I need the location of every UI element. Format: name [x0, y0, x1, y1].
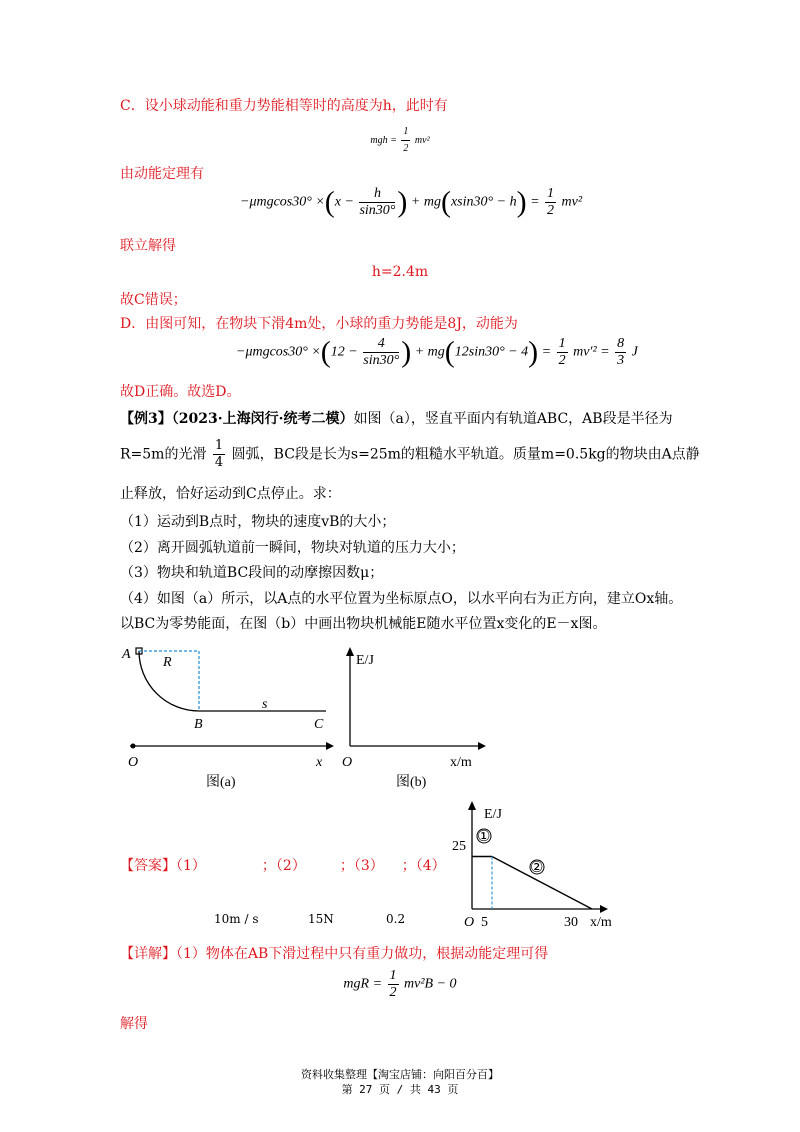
answer-graph: [446, 796, 636, 932]
answer-x-tick-30: 30: [564, 915, 578, 930]
answer-part4: ；（4）: [401, 858, 446, 874]
figure-b: [338, 642, 498, 792]
segment-2-label: ②: [530, 860, 544, 876]
xlabel-b: x/m: [450, 755, 472, 770]
caption-b: 图(b): [396, 775, 427, 790]
d-statement: D．由图可知，在物块下滑4m处，小球的重力势能是8J，动能为: [120, 316, 518, 332]
answer-tag: 【答案】: [120, 858, 176, 874]
answer-part2: ；（2）: [261, 858, 306, 874]
answer-x-tick-5: 5: [481, 915, 488, 930]
answer-ylabel: E/J: [484, 807, 502, 822]
example-3-line1: [120, 409, 673, 429]
equation-mgR: mgR = $\frac{1}{2}$ mv²B − 0: [343, 968, 457, 1000]
answer-y-arrow: [468, 801, 476, 810]
detail-tag: 【详解】: [120, 946, 176, 962]
question-3: （3）物块和轨道BC段间的动摩擦因数μ；: [120, 565, 384, 581]
origin-dot: [131, 744, 136, 749]
y-arrow-b: [346, 647, 354, 656]
detail-text: （1）物体在AB下滑过程中只有重力做功，根据动能定理可得: [176, 946, 549, 962]
example-3-line2: R=5m的光滑 $\frac{1}{4}$ 圆弧，BC段是长为s=25m的粗糙水平轨道。质量m=0.5kg的物块由A点静: [120, 438, 700, 470]
detail-line: [120, 944, 548, 964]
label-B: B: [194, 717, 203, 732]
figure-a: [116, 642, 336, 792]
label-R: R: [163, 655, 172, 670]
ylabel-b: E/J: [356, 653, 374, 668]
caption-a: 图(a): [206, 775, 236, 790]
answer-xlabel: x/m: [590, 915, 612, 930]
footer-source: 资料收集整理【淘宝店铺：向阳百分百】: [301, 1068, 499, 1081]
footer-page-number: 第 27 页 / 共 43 页: [341, 1083, 459, 1096]
answer-value-3: 0.2: [386, 912, 406, 926]
example-3-line3: 止释放，恰好运动到C点停止。求：: [120, 486, 341, 502]
example-3-text1: 如图（a），竖直平面内有轨道ABC，AB段是半径为: [353, 411, 673, 427]
question-2: （2）离开圆弧轨道前一瞬间，物块对轨道的压力大小；: [120, 540, 465, 556]
x-arrow-a: [326, 742, 334, 750]
answer-line: [120, 856, 446, 876]
theorem-line: 由动能定理有: [120, 166, 204, 182]
example-3-tag: 【例3】（2023·上海闵行·统考二模）: [120, 411, 354, 427]
question-4: （4）如图（a）所示，以A点的水平位置为坐标原点O，以水平向右为正方向，建立Ox轴。: [120, 591, 683, 607]
answer-part3: ；（3）: [339, 858, 384, 874]
equation-mgh: mgh = $\frac{1}{2}$ mv²: [370, 126, 430, 154]
equation-energy-c: −μmgcos30° ×(x − $\frac{h}{\sin 30^\circ}$ ) + mg(xsin30° − h) = $\frac{1}{2}$ mv²: [240, 185, 583, 219]
answer-value-1: 10m / s: [214, 912, 259, 926]
label-A: A: [122, 647, 131, 662]
label-O-b: O: [342, 755, 353, 770]
x-arrow-b: [478, 742, 486, 750]
equation-energy-d: −μmgcos30° ×(12 − $\frac{4}{\sin 30^\circ}$ ) + mg(12sin30° − 4) = $\frac{1}{2}$ mv′² = $\frac{8}{3}$ J: [236, 335, 638, 369]
answer-label-O: O: [464, 915, 475, 930]
label-s: s: [262, 697, 268, 712]
answer-value-2: 15N: [308, 912, 334, 926]
h-result: h=2.4m: [371, 264, 429, 280]
label-x-a: x: [316, 755, 323, 770]
c-wrong: 故C错误；: [120, 292, 187, 308]
label-O-a: O: [128, 755, 139, 770]
label-C: C: [314, 717, 324, 732]
answer-part1: （1）: [176, 858, 206, 874]
segment-1-label: ①: [477, 829, 491, 845]
answer-x-arrow: [600, 905, 608, 913]
question-1: （1）运动到B点时，物块的速度vB的大小；: [120, 514, 396, 530]
detail-solve: 解得: [120, 1016, 148, 1032]
answer-y-tick: 25: [452, 839, 466, 854]
question-4b: 以BC为零势能面，在图（b）中画出物块机械能E随水平位置x变化的E－x图。: [120, 616, 607, 632]
solve-line: 联立解得: [120, 238, 176, 254]
d-correct: 故D正确。故选D。: [120, 384, 241, 400]
c-statement: C．设小球动能和重力势能相等时的高度为h，此时有: [120, 98, 448, 114]
